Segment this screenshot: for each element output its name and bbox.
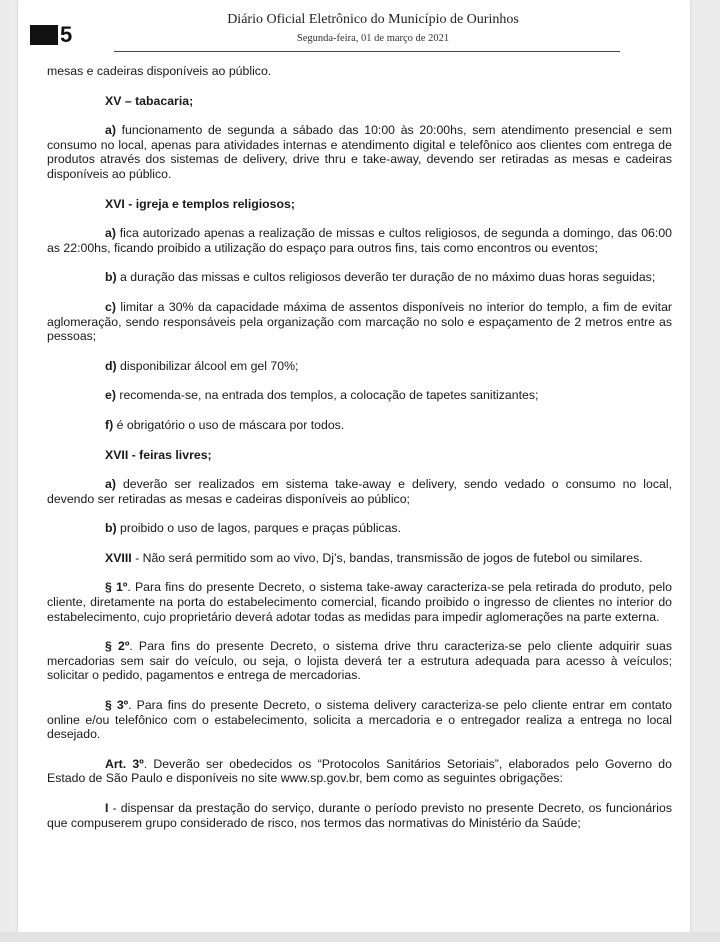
paragraph-xvi-b: b) a duração das missas e cultos religiosos deverão ter duração de no máximo duas horas seguidas; (105, 270, 656, 285)
paragraph-section-1: § 1º. Para fins do presente Decreto, o sistema take-away caracteriza-se pela retirada do produto, pelo cliente, diretamente na porta do estabelecimento comercial, ficando proibido o ingresso de clientes no interior do estabelecimento, cujo proprietário deverá adotar todas as medidas para impedir aglomerações na parte externa. (47, 580, 672, 624)
paragraph-xvii-b: b) proibido o uso de lagos, parques e praças públicas. (105, 521, 401, 536)
paragraph-xvi-f: f) é obrigatório o uso de máscara por todos. (105, 417, 345, 432)
page-number-badge (30, 22, 82, 48)
gazette-date: Segunda-feira, 01 de março de 2021 (296, 33, 450, 44)
paragraph-xvi-d: d) disponibilizar álcool em gel 70%; (105, 358, 299, 373)
paragraph-xviii: XVIII - Não será permitido som ao vivo, Dj’s, bandas, transmissão de jogos de futebol ou similares. (105, 550, 643, 565)
paragraph-xvi-a: a) fica autorizado apenas a realização de missas e cultos religiosos, de segunda a domingo, das 06:00 as 22:00hs, ficando proibido a utilização do espaço para outros fins, tais como encontros ou eventos; (47, 226, 672, 255)
bottom-margin-strip (0, 932, 720, 942)
gazette-title: Diário Oficial Eletrônico do Município de Ourinhos (227, 12, 519, 27)
paragraph-section-3: § 3º. Para fins do presente Decreto, o sistema delivery caracteriza-se pelo cliente entrar em contato online e/ou telefônico com o estabelecimento, solicita a mercadoria e o entregador realiza a entrega no local desejado. (47, 698, 672, 742)
paragraph-article-3: Art. 3º. Deverão ser obedecidos os “Protocolos Sanitários Setoriais”, elaborados pelo Governo do Estado de São Paulo e disponíveis no site www.sp.gov.br, bem como as seguintes obrigações: (47, 756, 672, 786)
page-number-block (30, 25, 58, 45)
heading-xvi: XVI - igreja e templos religiosos; (105, 196, 295, 211)
paragraph-item-i: I - dispensar da prestação do serviço, durante o período previsto no presente Decreto, os funcionários que compuserem grupo considerado de risco, nos termos das normativas do Ministério da Saúde; (47, 801, 672, 830)
paragraph-xvii-a: a) deverão ser realizados em sistema take-away e delivery, sendo vedado o consumo no local, devendo ser retiradas as mesas e cadeiras disponíveis ao público; (47, 477, 672, 506)
paragraph-section-2: § 2º. Para fins do presente Decreto, o sistema drive thru caracteriza-se pelo cliente adquirir suas mercadorias sem sair do veículo, ou seja, o lojista deverá ter a estrutura adequada para acesso à veículos; solicitar o pedido, pagamentos e entrega de mercadorias. (47, 639, 672, 683)
paragraph-xvi-e: e) recomenda-se, na entrada dos templos, a colocação de tapetes sanitizantes; (105, 388, 539, 403)
paragraph-continuation: mesas e cadeiras disponíveis ao público. (47, 64, 272, 78)
document-body (47, 64, 672, 830)
page-number: 5 (60, 22, 73, 47)
paragraph-xvi-c: c) limitar a 30% da capacidade máxima de assentos disponíveis no interior do templo, a fim de evitar aglomeração, sendo responsáveis pela organização com marcação no solo e espaçamento de 2 metros entre as pessoas; (47, 299, 672, 344)
document-page (18, 0, 690, 932)
header-rule (114, 51, 620, 52)
heading-xv: XV – tabacaria; (105, 93, 194, 108)
page-header (18, 0, 690, 60)
heading-xvii: XVII - feiras livres; (105, 447, 212, 462)
paragraph-xv-a: a) funcionamento de segunda a sábado das 10:00 às 20:00hs, sem atendimento presencial e sem consumo no local, apenas para atividades internas e atendimento digital e telefônico aos clientes com entrega de produtos através dos sistemas de delivery, drive thru e take-away, devendo ser retiradas as mesas e cadeiras disponíveis ao público. (47, 123, 672, 181)
